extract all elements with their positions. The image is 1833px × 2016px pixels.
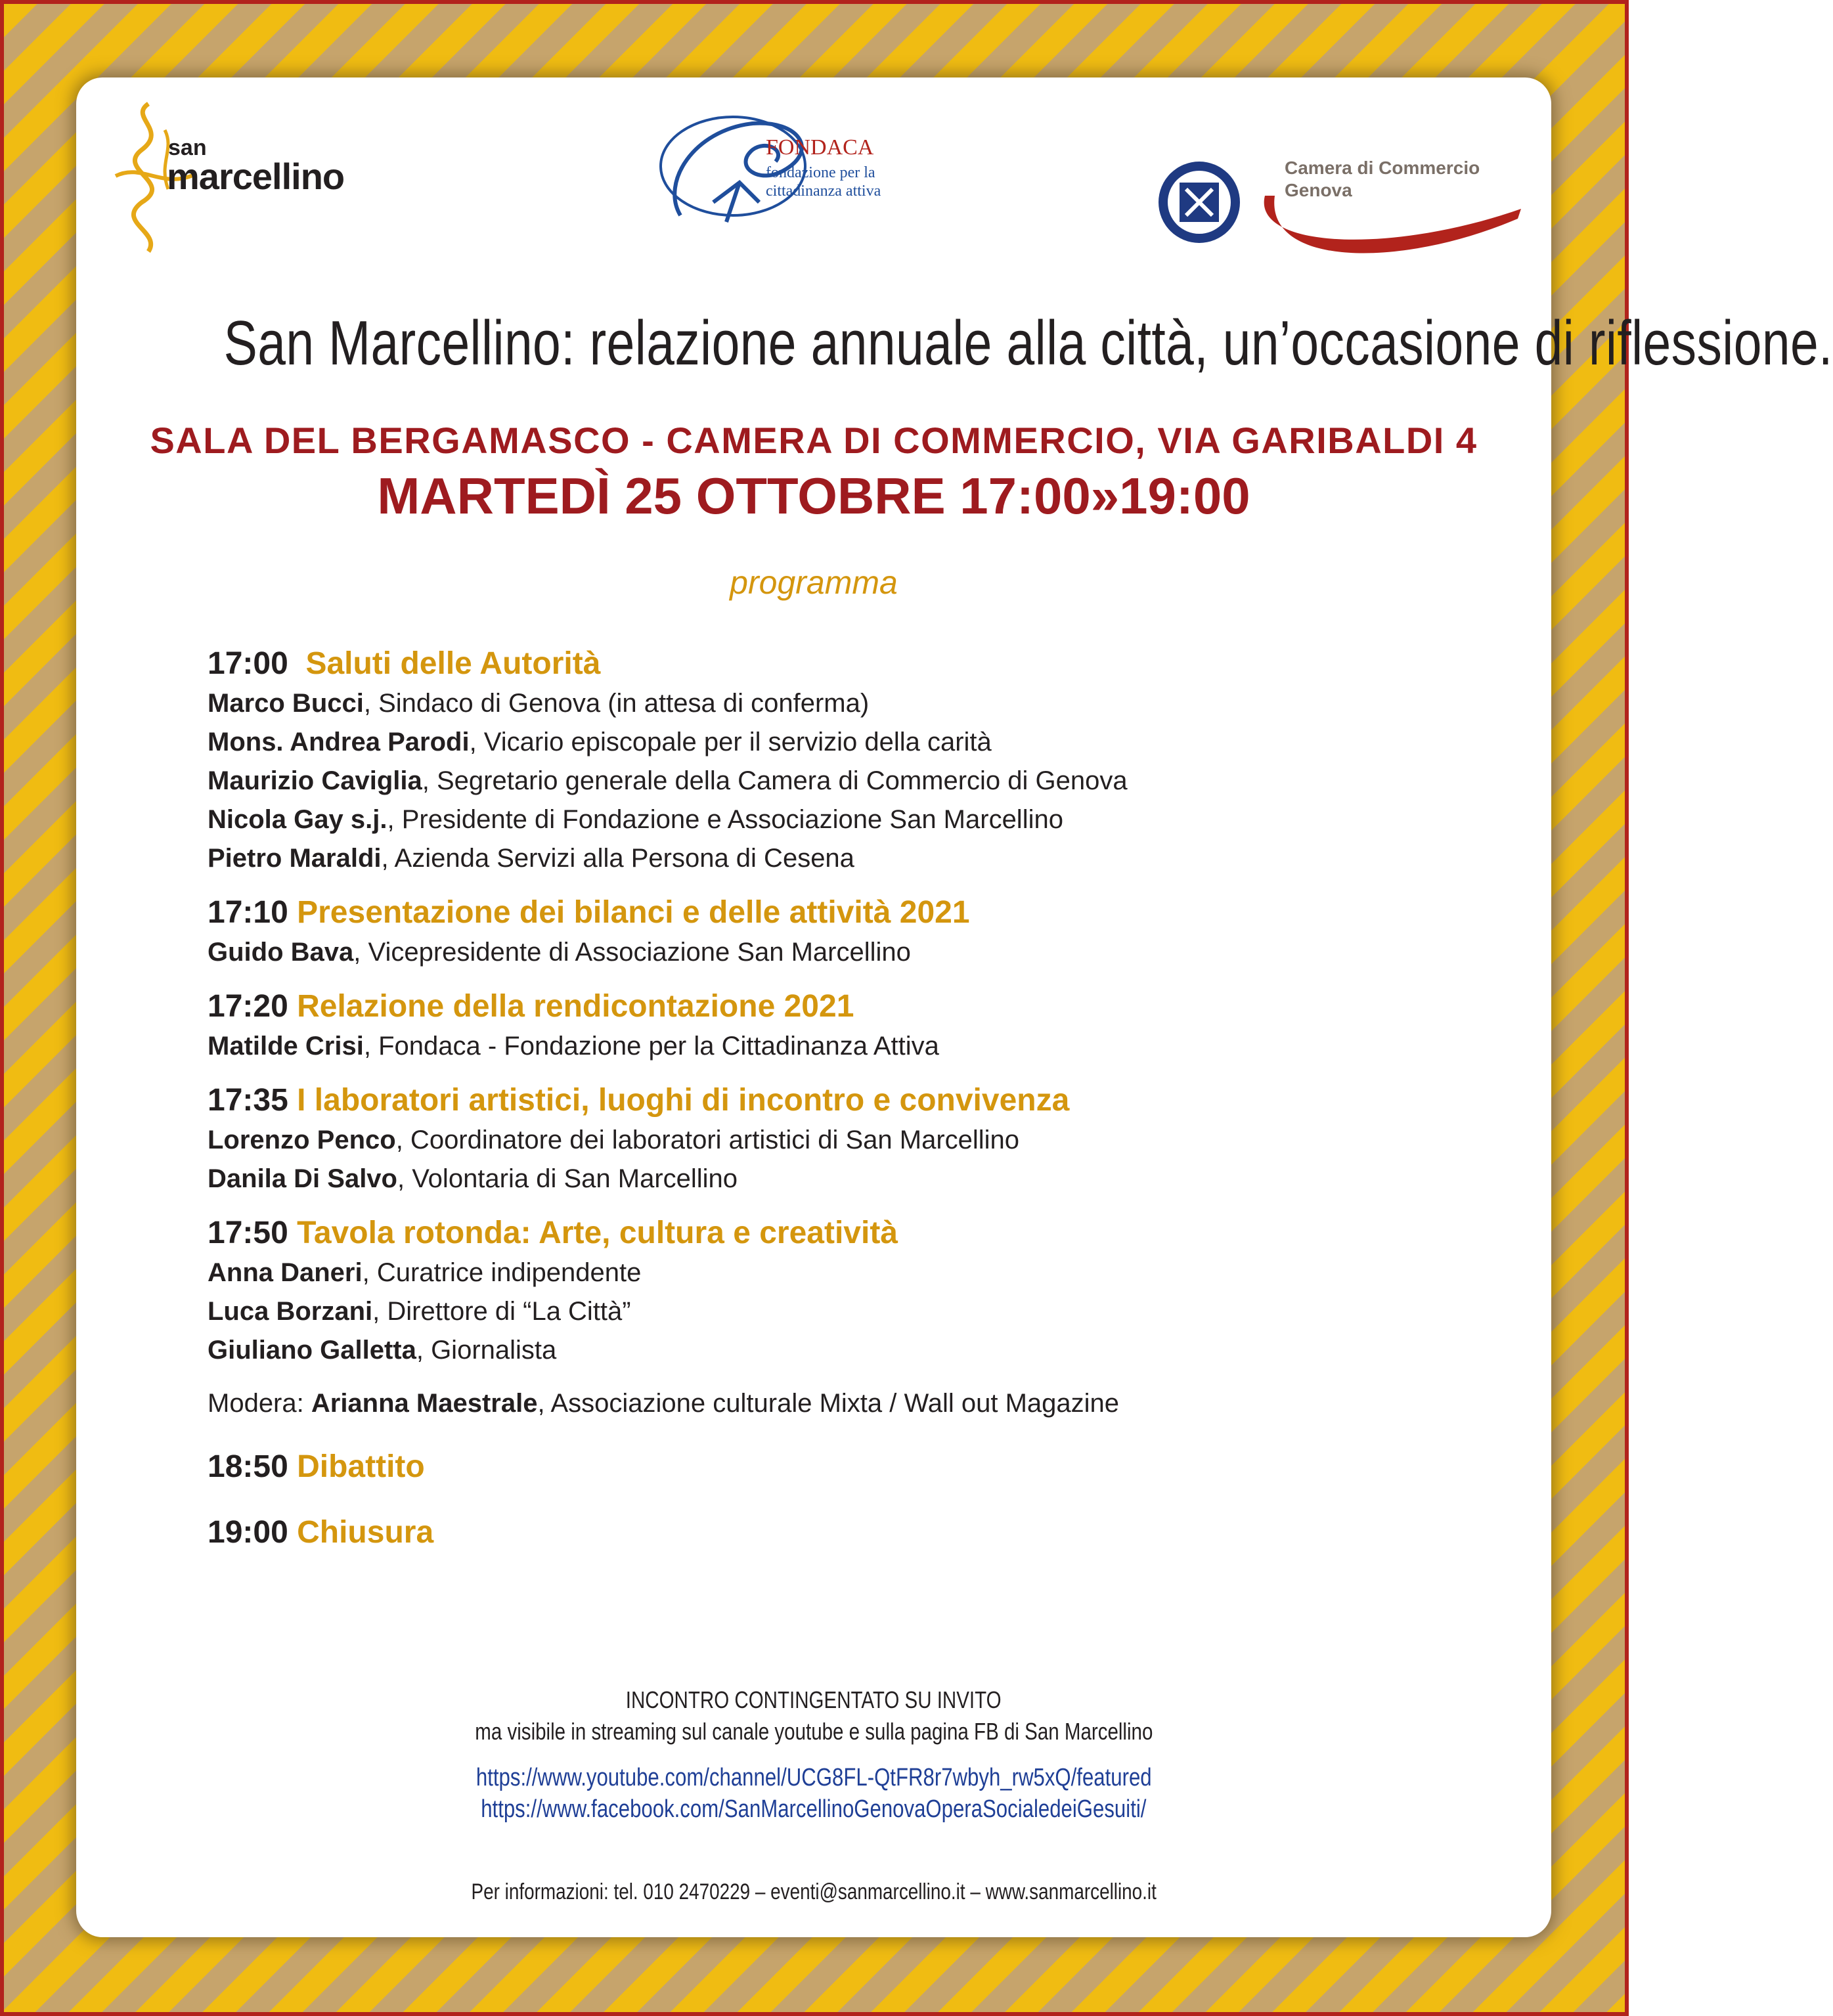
youtube-link[interactable]: https://www.youtube.com/channel/UCG8FL-QtFR8r7wbyh_rw5xQ/featured — [475, 1764, 1152, 1791]
speaker-role: , Curatrice indipendente — [362, 1258, 642, 1287]
event-subtitle: San Marcellino: relazione annuale alla città, un’occasione di riflessione. — [223, 308, 1833, 378]
program-item — [208, 1213, 1488, 1370]
speaker-role: , Sindaco di Genova (in attesa di conferma) — [363, 689, 870, 718]
speaker — [208, 839, 1488, 878]
san-marcellino-logo — [102, 91, 444, 261]
moderator-label: Modera: — [208, 1389, 311, 1418]
program-title: Saluti delle Autorità — [305, 646, 601, 681]
speaker-role: , Volontaria di San Marcellino — [397, 1164, 738, 1193]
program-item-title — [208, 1213, 1488, 1254]
speaker-name: Danila Di Salvo — [208, 1164, 397, 1193]
camera-di-commercio-logo — [1153, 117, 1521, 261]
event-date: MARTEDÌ 25 OTTOBRE 17:00»19:00 — [377, 467, 1250, 525]
program-title: Presentazione dei bilanci e delle attività 2021 — [297, 895, 970, 930]
program-item — [208, 986, 1488, 1066]
speaker-name: Maurizio Caviglia — [208, 766, 422, 795]
contact-text: Per informazioni: tel. 010 2470229 – eventi@sanmarcellino.it – www.sanmarcellino.it — [471, 1879, 1157, 1904]
speaker-role: , Direttore di “La Città” — [372, 1297, 631, 1326]
program-title: Tavola rotonda: Arte, cultura e creatività — [297, 1216, 898, 1250]
speaker-role: , Vicepresidente di Associazione San Marcellino — [353, 938, 911, 967]
program-item — [208, 1512, 1488, 1553]
event-venue: SALA DEL BERGAMASCO - CAMERA DI COMMERCIO, VIA GARIBALDI 4 — [150, 420, 1478, 461]
speaker — [208, 1121, 1488, 1160]
speaker-name: Nicola Gay s.j. — [208, 805, 387, 834]
program-item-title — [208, 644, 1488, 684]
facebook-link[interactable]: https://www.facebook.com/SanMarcellinoGenovaOperaSocialedeiGesuiti/ — [481, 1795, 1147, 1823]
logo-san-text: san — [168, 135, 207, 160]
program-time: 17:35 — [208, 1083, 288, 1118]
streaming-notice — [76, 1718, 1551, 1745]
speaker — [208, 1292, 1488, 1331]
moderator-role: , Associazione culturale Mixta / Wall out Magazine — [537, 1389, 1120, 1418]
program-item-title — [208, 892, 1488, 933]
program-item — [208, 892, 1488, 972]
speaker-name: Matilde Crisi — [208, 1032, 364, 1061]
speaker-role: , Azienda Servizi alla Persona di Cesena — [381, 844, 854, 873]
program-title: Chiusura — [297, 1515, 434, 1550]
program-label: programma — [730, 564, 898, 601]
program-item-title — [208, 986, 1488, 1027]
facebook-link-row — [76, 1795, 1551, 1824]
speaker — [208, 723, 1488, 762]
program-title: I laboratori artistici, luoghi di incontro e convivenza — [297, 1083, 1070, 1118]
fondaca-name: FONDACA — [766, 135, 874, 160]
speaker-role: , Presidente di Fondazione e Associazione San Marcellino — [387, 805, 1063, 834]
program-time: 17:10 — [208, 895, 288, 930]
fondaca-line2: cittadinanza attiva — [766, 183, 881, 200]
invite-text: INCONTRO CONTINGENTATO SU INVITO — [626, 1686, 1002, 1713]
program-item — [208, 644, 1488, 878]
program-item-title — [208, 1447, 1488, 1487]
speaker — [208, 762, 1488, 800]
speaker-name: Lorenzo Penco — [208, 1126, 396, 1154]
speaker-name: Mons. Andrea Parodi — [208, 728, 470, 756]
contact-info — [76, 1879, 1551, 1905]
moderator-name: Arianna Maestrale — [311, 1389, 538, 1418]
program-item-title — [208, 1512, 1488, 1553]
speaker-name: Anna Daneri — [208, 1258, 363, 1287]
poster-card — [76, 77, 1833, 1937]
speaker — [208, 1027, 1488, 1066]
program-item — [208, 1447, 1488, 1487]
program-time: 18:50 — [208, 1449, 288, 1484]
program-list — [208, 644, 1488, 1578]
program-title: Relazione della rendicontazione 2021 — [297, 989, 854, 1024]
streaming-text: ma visibile in streaming sul canale youtube e sulla pagina FB di San Marcellino — [474, 1718, 1153, 1745]
program-time: 17:20 — [208, 989, 288, 1024]
speaker-role: , Coordinatore dei laboratori artistici di San Marcellino — [395, 1126, 1020, 1154]
program-time: 19:00 — [208, 1515, 288, 1550]
speaker — [208, 933, 1488, 972]
speaker — [208, 1331, 1488, 1370]
moderator-line — [208, 1384, 1488, 1423]
speaker — [208, 684, 1488, 723]
program-time: 17:00 — [208, 646, 288, 681]
speaker — [208, 1254, 1488, 1292]
speaker-name: Giuliano Galletta — [208, 1336, 416, 1365]
speaker-name: Marco Bucci — [208, 689, 364, 718]
camera-line2: Genova — [1285, 180, 1352, 200]
program-item — [208, 1080, 1488, 1198]
speaker-name: Pietro Maraldi — [208, 844, 382, 873]
speaker-role: , Fondaca - Fondazione per la Cittadinanza Attiva — [363, 1032, 939, 1061]
fondaca-logo — [654, 104, 969, 235]
speaker-name: Guido Bava — [208, 938, 354, 967]
invite-notice — [76, 1686, 1551, 1714]
speaker-role: , Segretario generale della Camera di Commercio di Genova — [422, 766, 1128, 795]
program-title: Dibattito — [297, 1449, 425, 1484]
speaker-role: , Giornalista — [416, 1336, 557, 1365]
fondaca-line1: fondazione per la — [766, 164, 875, 181]
program-time: 17:50 — [208, 1216, 288, 1250]
speaker — [208, 1160, 1488, 1198]
youtube-link-row — [76, 1764, 1551, 1792]
program-item-title — [208, 1080, 1488, 1121]
speaker — [208, 800, 1488, 839]
speaker-name: Luca Borzani — [208, 1297, 373, 1326]
camera-line1: Camera di Commercio — [1285, 158, 1480, 178]
logo-marcellino-text: marcellino — [167, 156, 345, 197]
speaker-role: , Vicario episcopale per il servizio della carità — [469, 728, 992, 756]
